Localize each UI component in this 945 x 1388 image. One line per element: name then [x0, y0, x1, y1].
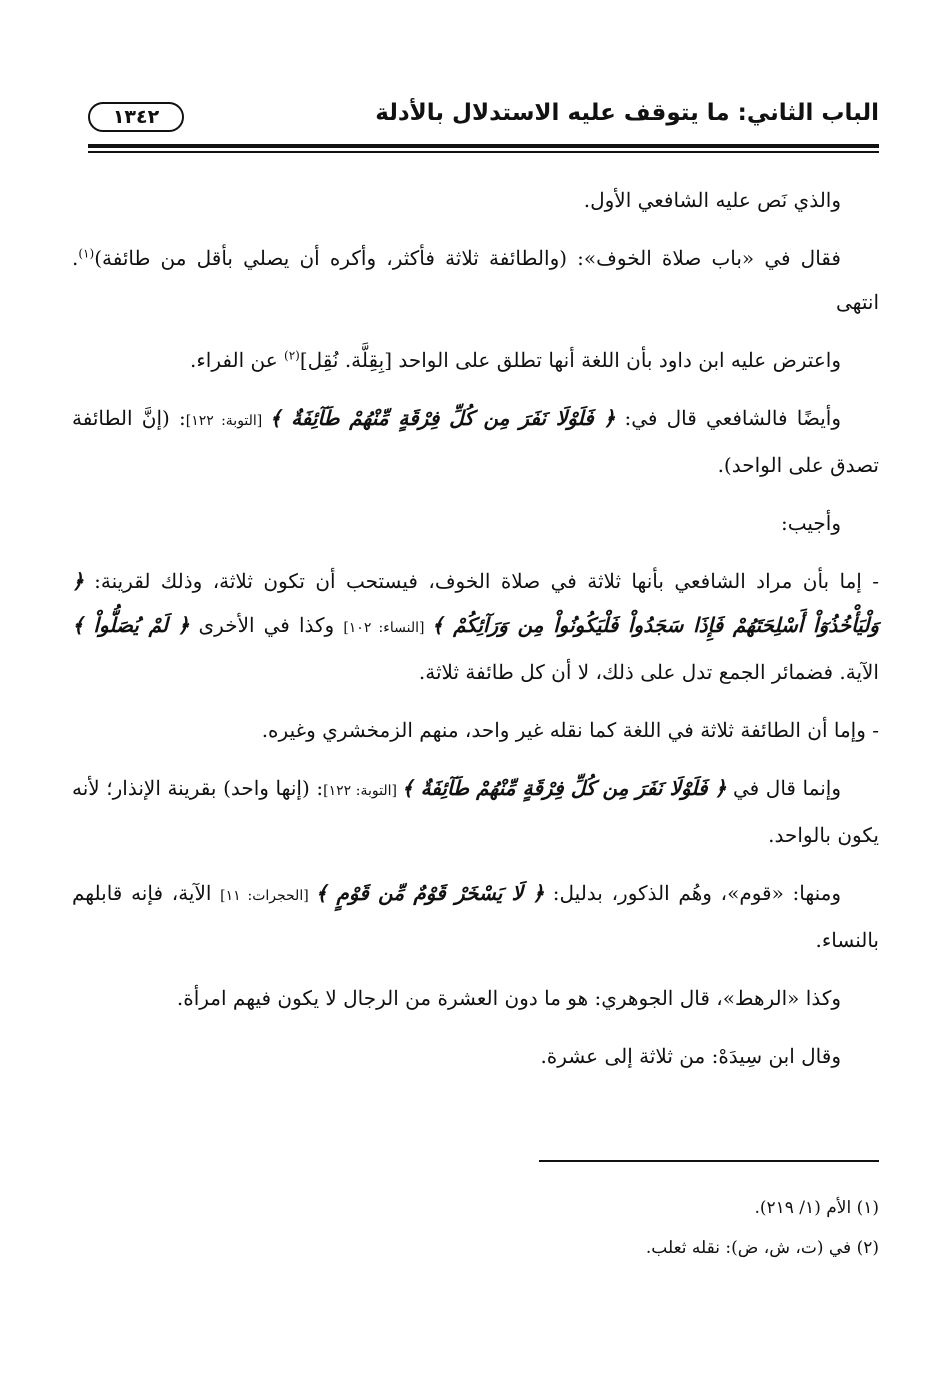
header-rule-thick [88, 144, 879, 148]
paragraph [72, 559, 879, 694]
paragraph-text: - إما بأن مراد الشافعي بأنها ثلاثة في صلاة الخوف، فيستحب أن تكون ثلاثة، وذلك لقرينة: [83, 569, 879, 593]
paragraph [72, 178, 879, 222]
paragraph [72, 501, 879, 545]
paragraph [72, 976, 879, 1020]
footnote-marker[interactable]: (١) [78, 246, 95, 261]
footnote-separator [539, 1160, 879, 1162]
chapter-title: الباب الثاني: ما يتوقف عليه الاستدلال بالأدلة [375, 100, 879, 126]
verse-reference: [التوبة: ١٢٢] [185, 413, 270, 429]
paragraph-text: وإنما قال في [726, 776, 841, 800]
paragraph [72, 396, 879, 487]
paragraph-text: - وإما أن الطائفة ثلاثة في اللغة كما نقله غير واحد، منهم الزمخشري وغيره. [261, 718, 879, 742]
paragraph [72, 871, 879, 962]
main-text [72, 178, 879, 1092]
paragraph-text: فقال في «باب صلاة الخوف»: (والطائفة ثلاثة فأكثر، وأكره أن يصلي بأقل من طائفة) [94, 246, 841, 270]
paragraph [72, 708, 879, 752]
paragraph-text: وكذا «الرهط»، قال الجوهري: هو ما دون العشرة من الرجال لا يكون فيهم امرأة. [176, 986, 841, 1010]
quran-verse: ﴿ لَمْ يُصَلُّواْ ﴾ [72, 613, 190, 637]
verse-reference: [التوبة: ١٢٢] [323, 783, 402, 799]
paragraph-text: . انتهى [72, 246, 879, 314]
paragraph-text: ومنها: «قوم»، وهُم الذكور، بدليل: [544, 881, 842, 905]
paragraph [72, 338, 879, 382]
footnote-marker[interactable]: (٢) [284, 348, 300, 363]
paragraph-text: وكذا في الأخرى [189, 613, 344, 637]
paragraph-text: وقال ابن سِيدَهْ: من ثلاثة إلى عشرة. [540, 1044, 841, 1068]
verse-reference: [الحجرات: ١١] [220, 888, 316, 904]
quran-verse: ﴿ فَلَوْلَا نَفَرَ مِن كُلِّ فِرْقَةٍ مِّنْهُمْ طَآئِفَةٌ ﴾ [401, 776, 727, 800]
paragraph-text: : (إنَّ الطائفة تصدق على الواحد). [72, 406, 879, 477]
quran-verse: ﴿ لَا يَسْخَرْ قَوْمٌ مِّن قَوْمٍ ﴾ [315, 881, 545, 905]
quran-verse: ﴿ وَلْيَأْخُذُوٓاْ أَسْلِحَتَهُمْ فَإِذَا سَجَدُواْ فَلْيَكُونُواْ مِن وَرَآئِكُمْ ﴾ [72, 569, 879, 637]
paragraph-text: الآية. فضمائر الجمع تدل على ذلك، لا أن كل طائفة ثلاثة. [418, 660, 879, 684]
paragraph-text: وأيضًا فالشافعي قال في: [615, 406, 841, 430]
paragraph [72, 766, 879, 857]
paragraph-text: واعترض عليه ابن داود بأن اللغة أنها تطلق على الواحد [بِقِلَّة. نُقِل] [299, 348, 841, 372]
paragraph-text: عن الفراء. [190, 348, 284, 372]
page-number-badge: ١٣٤٢ [88, 102, 184, 132]
footnote-1: (١) الأم (١/ ٢١٩). [754, 1198, 879, 1218]
paragraph-text: وأجيب: [781, 511, 841, 535]
footnotes [72, 1188, 879, 1268]
paragraph [72, 236, 879, 324]
paragraph-text: والذي نَص عليه الشافعي الأول. [583, 188, 841, 212]
page-header [88, 96, 879, 142]
paragraph-text: الآية، فإنه قابلهم بالنساء. [72, 881, 879, 952]
header-rule-thin [88, 151, 879, 153]
footnote-2: (٢) في (ت، ش، ض): نقله ثعلب. [645, 1238, 879, 1258]
quran-verse: ﴿ فَلَوْلَا نَفَرَ مِن كُلِّ فِرْقَةٍ مِّنْهُمْ طَآئِفَةٌ ﴾ [269, 406, 616, 430]
paragraph-text: : (إنها واحد) بقرينة الإنذار؛ لأنه يكون بالواحد. [72, 776, 879, 847]
verse-reference: [النساء: ١٠٢] [343, 620, 432, 636]
paragraph [72, 1034, 879, 1078]
